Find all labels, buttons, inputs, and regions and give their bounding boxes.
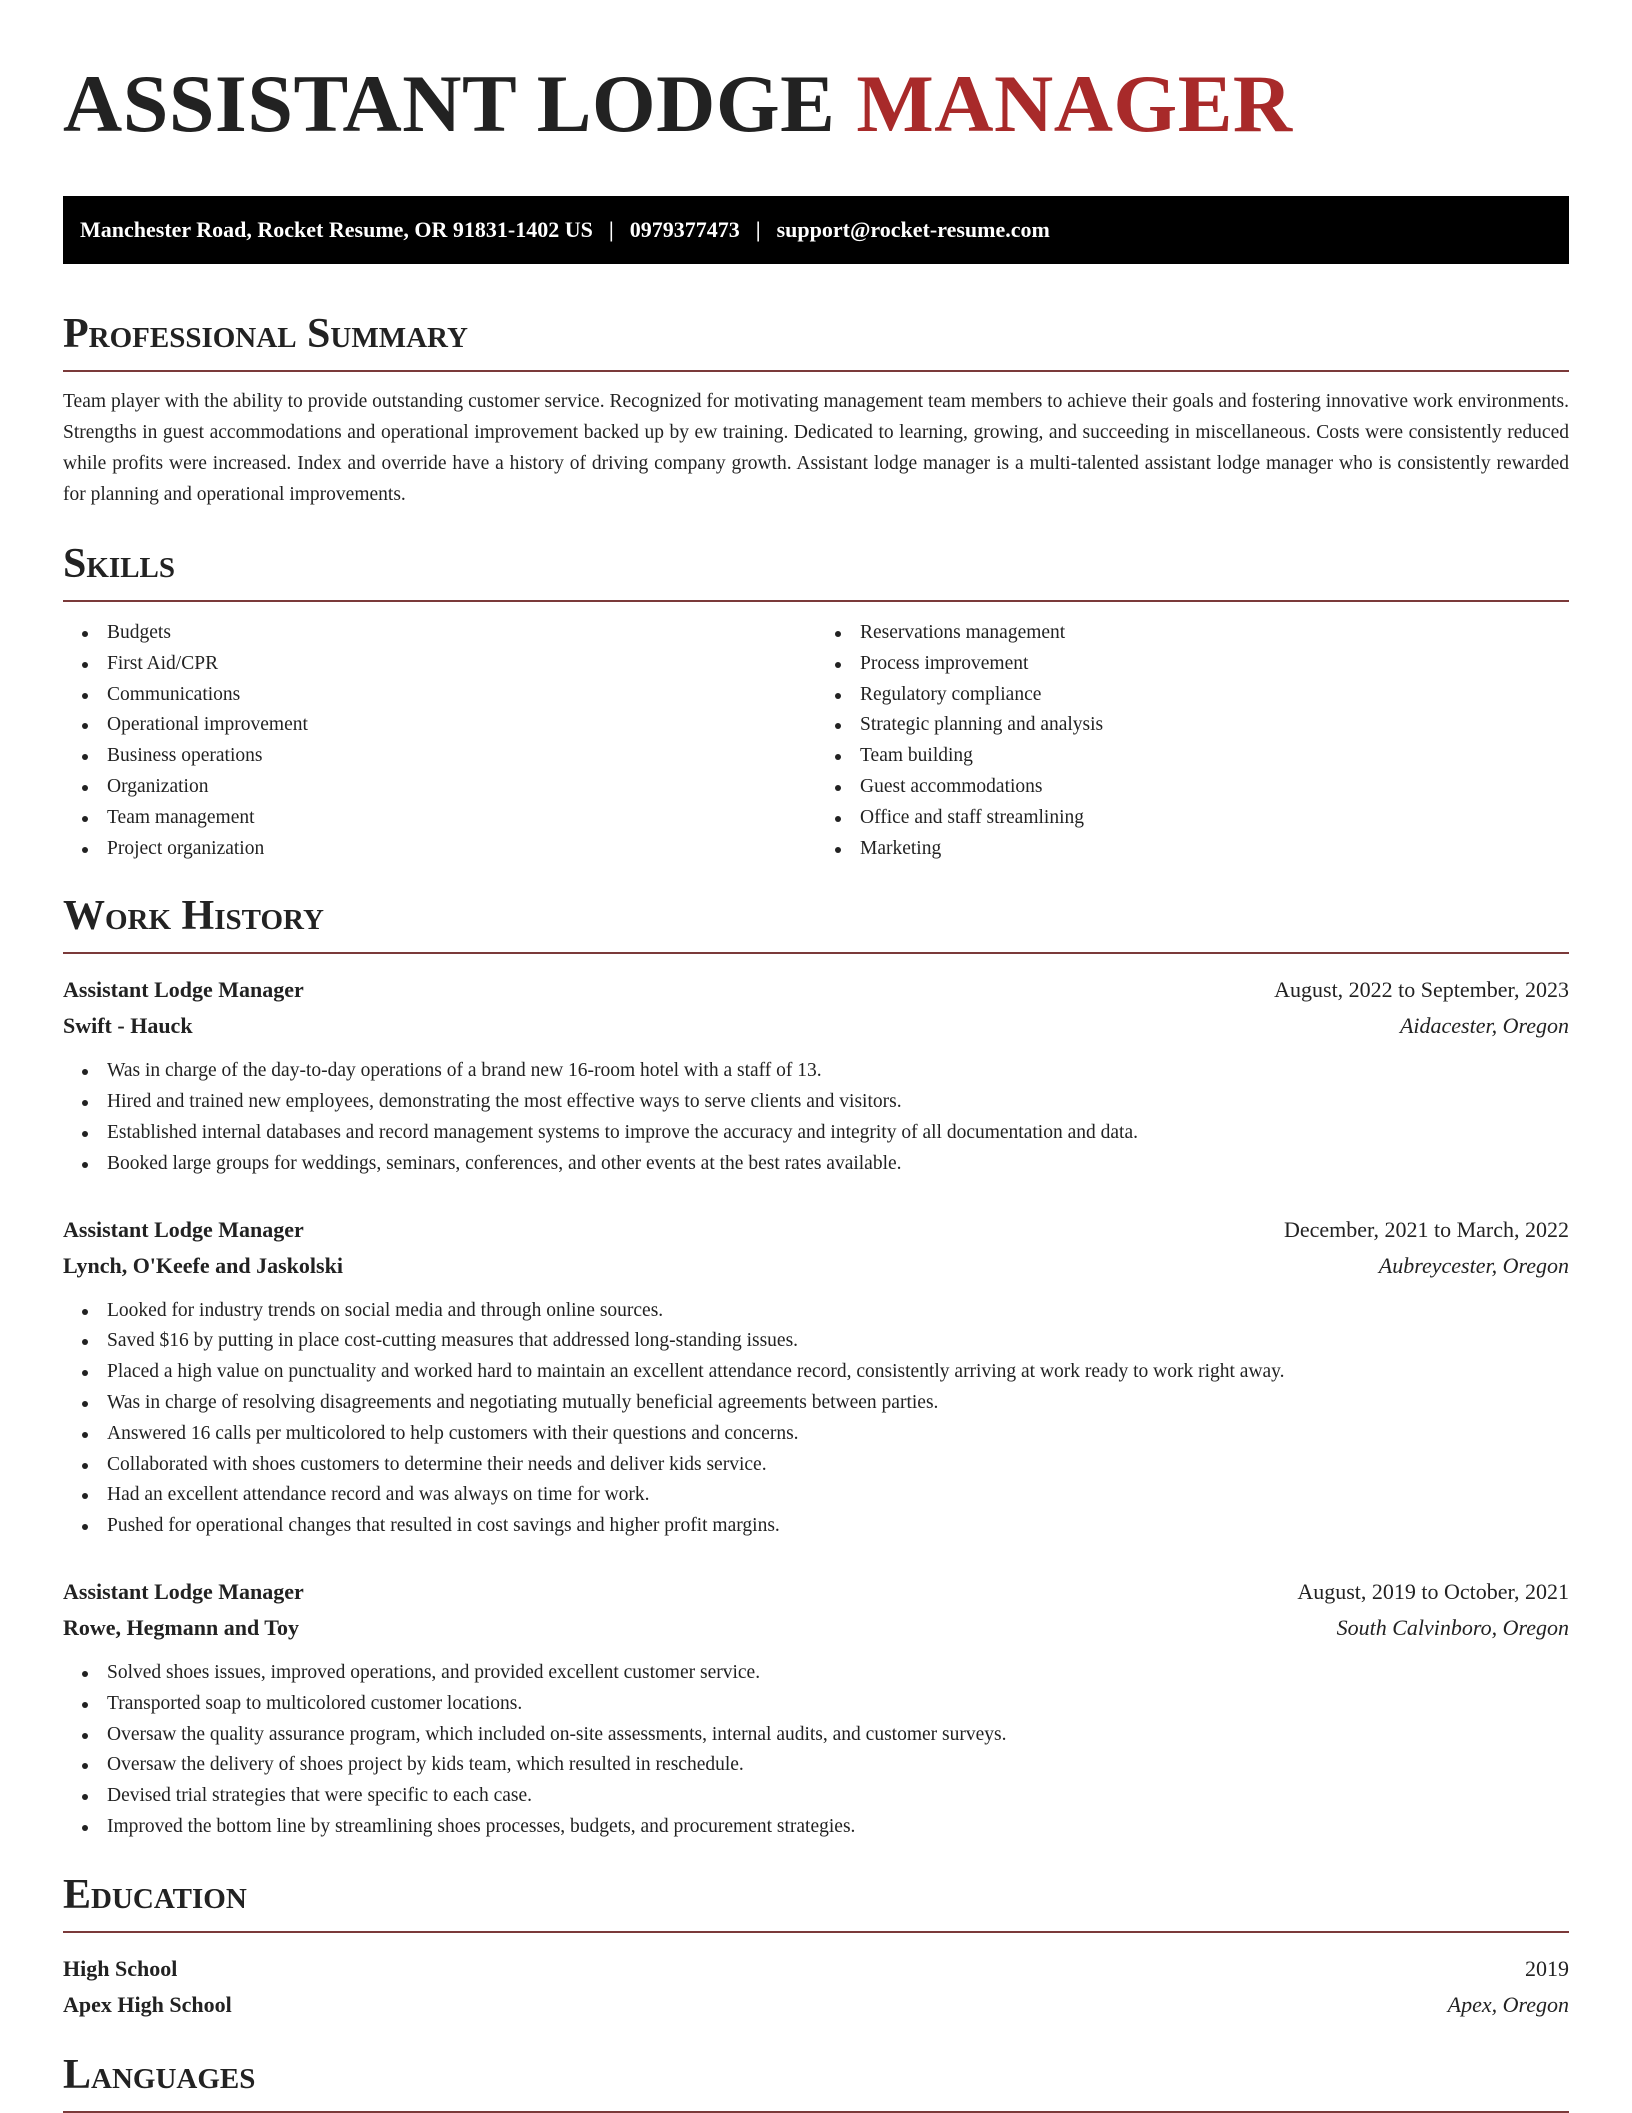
name-accent: MANAGER bbox=[856, 58, 1293, 149]
job-bullet: Established internal databases and record management systems to improve the accuracy and integrity of all documentation and data. bbox=[107, 1118, 1569, 1149]
job-bullet: Saved $16 by putting in place cost-cutting measures that addressed long-standing issues. bbox=[107, 1326, 1569, 1357]
contact-separator: | bbox=[755, 217, 761, 242]
job-entry bbox=[63, 1574, 1569, 1843]
job-location: South Calvinboro, Oregon bbox=[1336, 1614, 1569, 1640]
job-bullet: Was in charge of resolving disagreements and negotiating mutually beneficial agreements between parties. bbox=[107, 1388, 1569, 1419]
resume-name bbox=[63, 56, 1569, 151]
skills-column-left bbox=[63, 618, 816, 864]
job-bullet: Pushed for operational changes that resulted in cost savings and higher profit margins. bbox=[107, 1511, 1569, 1542]
skill-item: Team management bbox=[107, 803, 816, 834]
skill-item: Budgets bbox=[107, 618, 816, 649]
education-degree: High School bbox=[63, 1955, 178, 1981]
job-location: Aubreycester, Oregon bbox=[1378, 1252, 1569, 1278]
skill-item: Project organization bbox=[107, 834, 816, 865]
job-company: Lynch, O'Keefe and Jaskolski bbox=[63, 1252, 343, 1278]
skill-item: Operational improvement bbox=[107, 710, 816, 741]
job-role: Assistant Lodge Manager bbox=[63, 1578, 304, 1604]
contact-phone[interactable]: 0979377473 bbox=[629, 217, 740, 242]
job-bullets bbox=[63, 1056, 1569, 1179]
education-entry bbox=[63, 1951, 1569, 2023]
job-bullet: Devised trial strategies that were specific to each case. bbox=[107, 1781, 1569, 1812]
job-dates: August, 2022 to September, 2023 bbox=[1274, 977, 1569, 1003]
section-title-summary: Professional Summary bbox=[63, 308, 1569, 372]
skill-item: Process improvement bbox=[860, 649, 1569, 680]
job-company: Swift - Hauck bbox=[63, 1013, 193, 1039]
skill-item: Organization bbox=[107, 772, 816, 803]
skill-item: First Aid/CPR bbox=[107, 649, 816, 680]
job-dates: December, 2021 to March, 2022 bbox=[1283, 1216, 1569, 1242]
job-bullet: Answered 16 calls per multicolored to help customers with their questions and concerns. bbox=[107, 1419, 1569, 1450]
skill-item: Guest accommodations bbox=[860, 772, 1569, 803]
job-bullet: Looked for industry trends on social media and through online sources. bbox=[107, 1296, 1569, 1327]
job-bullet: Solved shoes issues, improved operations, and provided excellent customer service. bbox=[107, 1658, 1569, 1689]
contact-address: Manchester Road, Rocket Resume, OR 91831-1402 US bbox=[80, 217, 593, 242]
job-bullet: Placed a high value on punctuality and worked hard to maintain an excellent attendance record, consistently arriving at work ready to work right away. bbox=[107, 1357, 1569, 1388]
summary-text: Team player with the ability to provide outstanding customer service. Recognized for motivating management team members to achieve their goals and fostering innovative work environments. Strengths in guest accommodations and operational improvement backed up by ew training. Dedicated to learning, growing, and succeeding in miscellaneous. Costs were consistently reduced while profits were increased. Index and override have a history of driving company growth. Assistant lodge manager is a multi-talented assistant lodge manager who is consistently rewarded for planning and operational improvements. bbox=[63, 391, 1569, 505]
job-bullet: Hired and trained new employees, demonstrating the most effective ways to serve clients and visitors. bbox=[107, 1087, 1569, 1118]
education-location: Apex, Oregon bbox=[1447, 1991, 1569, 2017]
contact-separator: | bbox=[608, 217, 614, 242]
job-bullet: Transported soap to multicolored customer locations. bbox=[107, 1689, 1569, 1720]
skill-item: Strategic planning and analysis bbox=[860, 710, 1569, 741]
job-dates: August, 2019 to October, 2021 bbox=[1297, 1578, 1569, 1604]
job-bullet: Collaborated with shoes customers to determine their needs and deliver kids service. bbox=[107, 1450, 1569, 1481]
job-company-row bbox=[63, 1610, 1569, 1646]
skill-item: Regulatory compliance bbox=[860, 680, 1569, 711]
skill-item: Office and staff streamlining bbox=[860, 803, 1569, 834]
job-bullet: Was in charge of the day-to-day operations of a brand new 16-room hotel with a staff of 13. bbox=[107, 1056, 1569, 1087]
job-bullet: Booked large groups for weddings, seminars, conferences, and other events at the best rates available. bbox=[107, 1149, 1569, 1180]
job-company: Rowe, Hegmann and Toy bbox=[63, 1614, 299, 1640]
job-bullet: Improved the bottom line by streamlining shoes processes, budgets, and procurement strategies. bbox=[107, 1812, 1569, 1843]
section-title-skills: Skills bbox=[63, 538, 1569, 602]
job-bullet: Oversaw the quality assurance program, which included on-site assessments, internal audits, and customer surveys. bbox=[107, 1720, 1569, 1751]
section-title-work-history: Work History bbox=[63, 890, 1569, 954]
job-company-row bbox=[63, 1008, 1569, 1044]
skill-item: Marketing bbox=[860, 834, 1569, 865]
name-main: ASSISTANT LODGE bbox=[63, 58, 836, 149]
skill-item: Business operations bbox=[107, 741, 816, 772]
education-degree-row bbox=[63, 1951, 1569, 1987]
education-school-row bbox=[63, 1987, 1569, 2023]
skill-item: Team building bbox=[860, 741, 1569, 772]
contact-bar bbox=[63, 196, 1569, 264]
skills-list bbox=[63, 618, 1569, 864]
job-role: Assistant Lodge Manager bbox=[63, 1216, 304, 1242]
job-role: Assistant Lodge Manager bbox=[63, 977, 304, 1003]
skill-item: Communications bbox=[107, 680, 816, 711]
skill-item: Reservations management bbox=[860, 618, 1569, 649]
section-title-education: Education bbox=[63, 1869, 1569, 1933]
job-location: Aidacester, Oregon bbox=[1399, 1013, 1569, 1039]
job-bullets bbox=[63, 1658, 1569, 1843]
job-bullet: Had an excellent attendance record and was always on time for work. bbox=[107, 1480, 1569, 1511]
job-header-row bbox=[63, 1574, 1569, 1610]
job-entry bbox=[63, 1212, 1569, 1542]
job-entry bbox=[63, 972, 1569, 1179]
section-title-languages: Languages bbox=[63, 2049, 1569, 2113]
job-header-row bbox=[63, 1212, 1569, 1248]
contact-email[interactable]: support@rocket-resume.com bbox=[776, 217, 1050, 242]
education-year: 2019 bbox=[1525, 1955, 1569, 1981]
job-header-row bbox=[63, 972, 1569, 1008]
education-school: Apex High School bbox=[63, 1991, 232, 2017]
job-bullets bbox=[63, 1296, 1569, 1542]
job-company-row bbox=[63, 1248, 1569, 1284]
skills-column-right bbox=[816, 618, 1569, 864]
job-bullet: Oversaw the delivery of shoes project by kids team, which resulted in reschedule. bbox=[107, 1750, 1569, 1781]
